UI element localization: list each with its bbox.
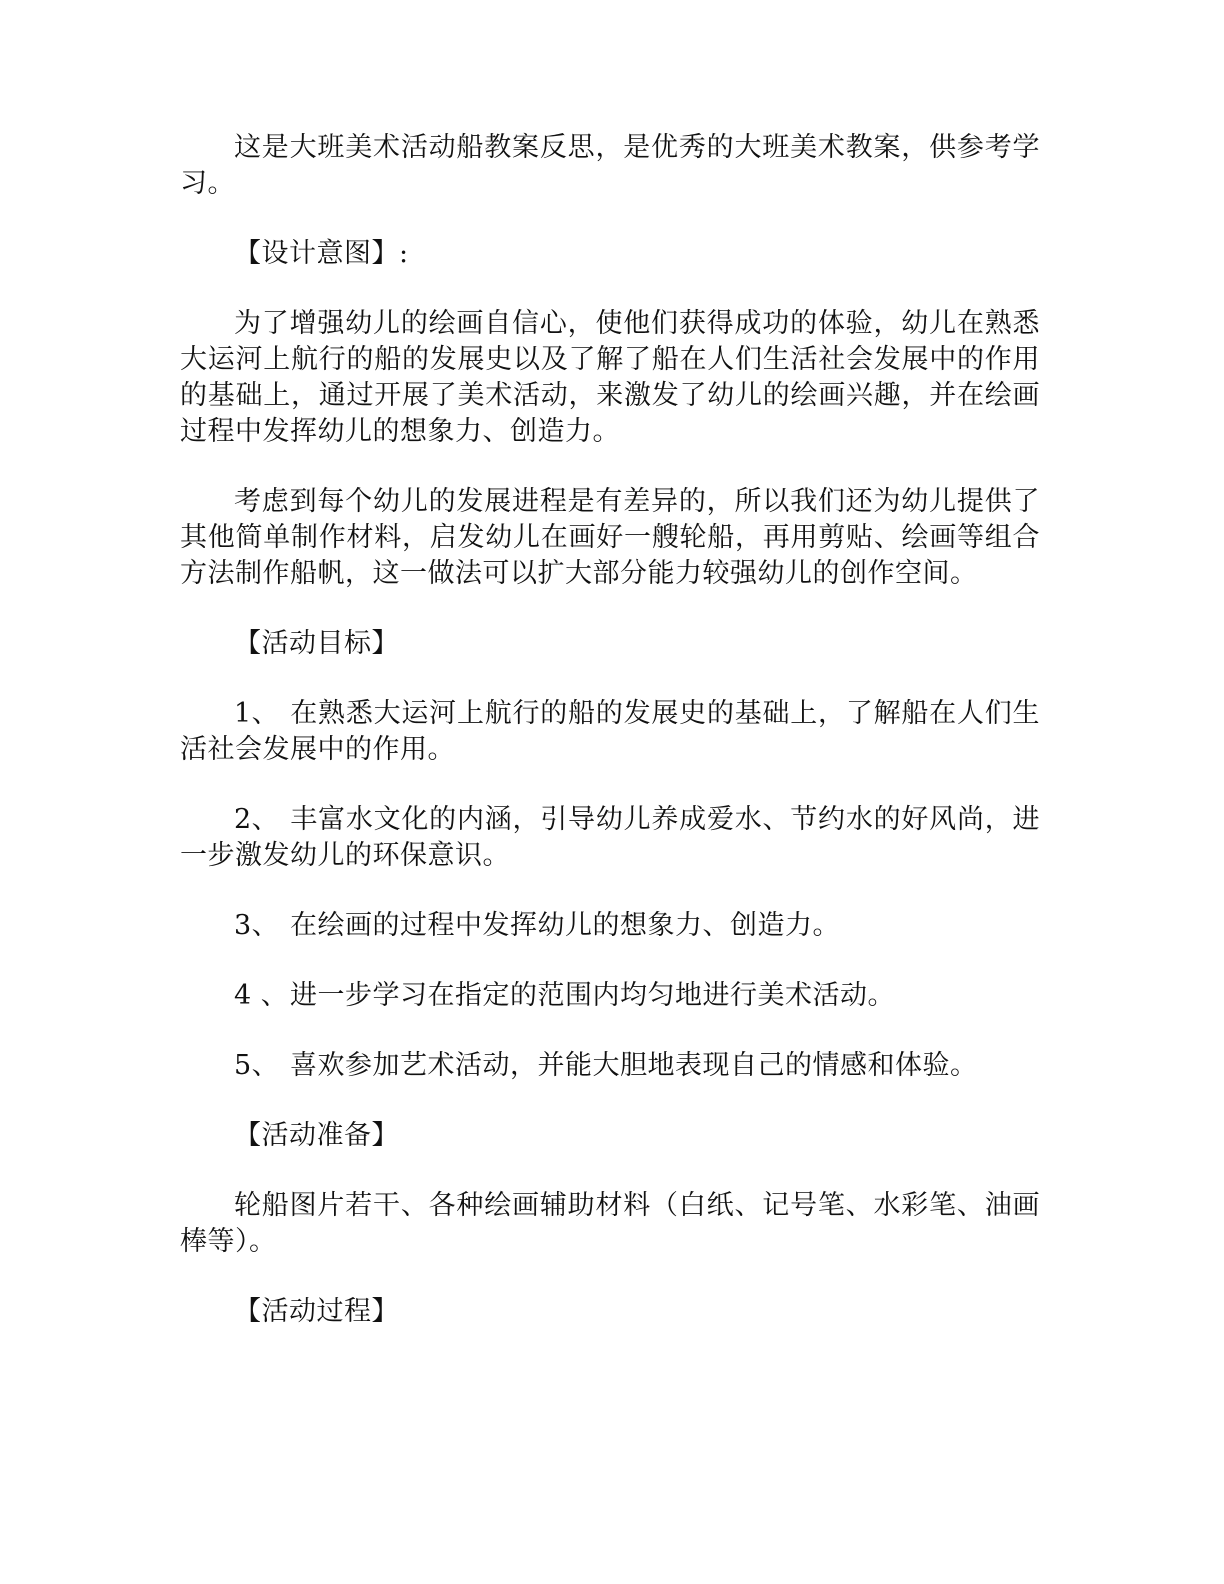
goal-number: 5、	[234, 1050, 280, 1081]
design-paragraph-2: 考虑到每个幼儿的发展进程是有差异的，所以我们还为幼儿提供了其他简单制作材料，启发幼儿在画好一艘轮船，再用剪贴、绘画等组合方法制作船帆，这一做法可以扩大部分能力较强幼儿的创作空间。	[180, 486, 1040, 589]
goal-item-4	[180, 978, 1040, 1014]
intro-paragraph: 这是大班美术活动船教案反思，是优秀的大班美术教案，供参考学习。	[180, 132, 1040, 199]
goal-number: 2、	[234, 804, 280, 835]
goal-text: 在绘画的过程中发挥幼儿的想象力、创造力。	[290, 910, 840, 941]
goal-number: 1、	[234, 698, 280, 729]
goal-number: 3、	[234, 910, 280, 941]
process-heading: 【活动过程】	[234, 1296, 399, 1327]
prep-heading: 【活动准备】	[234, 1120, 399, 1151]
goal-text: 丰富水文化的内涵，引导幼儿养成爱水、节约水的好风尚，进一步激发幼儿的环保意识。	[180, 804, 1040, 871]
goal-item-2	[180, 802, 1040, 874]
document-body	[180, 130, 1040, 1364]
goal-item-3	[180, 908, 1040, 944]
goal-item-1	[180, 696, 1040, 768]
goal-number: 4 、	[234, 980, 289, 1011]
goal-item-5	[180, 1048, 1040, 1084]
prep-paragraph: 轮船图片若干、各种绘画辅助材料（白纸、记号笔、水彩笔、油画棒等）。	[180, 1190, 1040, 1257]
goal-text: 进一步学习在指定的范围内均匀地进行美术活动。	[290, 980, 895, 1011]
goal-text: 在熟悉大运河上航行的船的发展史的基础上，了解船在人们生活社会发展中的作用。	[180, 698, 1040, 765]
design-paragraph-1: 为了增强幼儿的绘画自信心，使他们获得成功的体验，幼儿在熟悉大运河上航行的船的发展史以及了解了船在人们生活社会发展中的作用的基础上，通过开展了美术活动，来激发了幼儿的绘画兴趣，并在绘画过程中发挥幼儿的想象力、创造力。	[180, 308, 1040, 447]
design-heading: 【设计意图】:	[234, 238, 409, 269]
goal-text: 喜欢参加艺术活动，并能大胆地表现自己的情感和体验。	[290, 1050, 978, 1081]
goals-heading: 【活动目标】	[234, 628, 399, 659]
